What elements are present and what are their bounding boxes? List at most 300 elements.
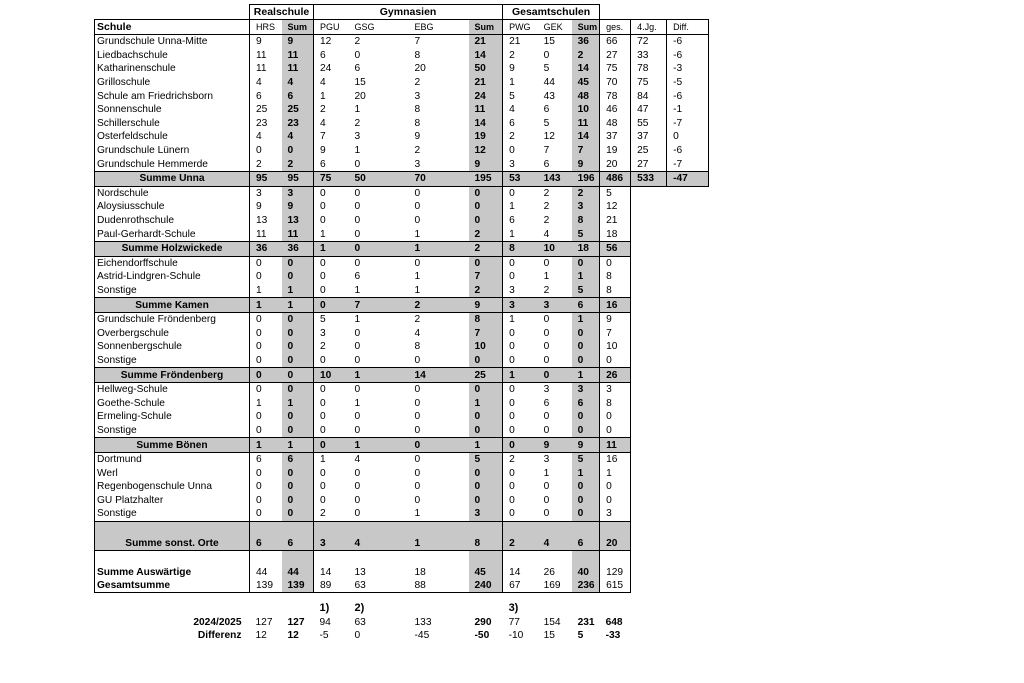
- value-cell: 1: [409, 241, 469, 256]
- value-cell: 0: [543, 341, 550, 353]
- value-cell: 0: [600, 354, 631, 368]
- value-cell: 0: [600, 256, 631, 270]
- value-cell: 44: [256, 566, 268, 578]
- value-cell: 0: [282, 270, 314, 284]
- blank-cell: [631, 270, 709, 284]
- value-cell: 486: [600, 171, 631, 186]
- value-cell: 19: [600, 144, 631, 158]
- value-cell: 4: [543, 228, 550, 240]
- value-cell: 12: [600, 200, 631, 214]
- value-cell: 14: [409, 368, 469, 383]
- value-cell: 5: [600, 186, 631, 200]
- blank-cell: [631, 615, 709, 629]
- value-cell: 0: [256, 467, 262, 479]
- value-cell: 0: [320, 467, 326, 479]
- value-cell: 2: [320, 508, 326, 520]
- value-cell: 0: [282, 368, 314, 383]
- data-table: [94, 4, 709, 643]
- school-name: Osterfeldschule: [95, 130, 250, 144]
- value-cell: 8: [414, 49, 421, 61]
- value-cell: 0: [282, 312, 314, 326]
- footnote-marker: 1): [319, 602, 330, 615]
- value-cell: 0: [256, 424, 262, 436]
- value-cell: 0: [538, 368, 572, 383]
- value-cell: -47: [667, 171, 709, 186]
- value-cell: 0: [282, 340, 314, 354]
- value-cell: 0: [414, 187, 421, 199]
- value-cell: 6: [509, 215, 515, 227]
- value-cell: 75: [314, 171, 349, 186]
- school-name: Sonstige: [95, 354, 250, 368]
- value-cell: 0: [509, 481, 515, 493]
- value-cell: 37: [600, 130, 631, 144]
- value-cell: 0: [600, 424, 631, 438]
- value-cell: 4: [256, 77, 262, 89]
- group-realschule: Realschule: [250, 5, 314, 20]
- value-cell: 0: [256, 327, 262, 339]
- value-cell: 2: [354, 117, 361, 129]
- value-cell: 0: [414, 201, 421, 213]
- value-cell: 1: [414, 508, 421, 520]
- school-name: Eichendorffschule: [95, 256, 250, 270]
- value-cell: 25: [631, 144, 667, 158]
- column-header: GSG: [349, 20, 409, 35]
- school-name: Dortmund: [95, 452, 250, 466]
- table-row: [95, 452, 709, 466]
- value-cell: 2: [256, 158, 262, 170]
- value-cell: 10: [314, 368, 349, 383]
- value-cell: 0: [509, 508, 515, 520]
- value-cell: 21: [469, 76, 503, 90]
- value-cell: -7: [667, 117, 709, 131]
- value-cell: 7: [469, 270, 503, 284]
- value-cell: 0: [509, 354, 515, 366]
- table-row: [95, 312, 709, 326]
- value-cell: 6: [354, 271, 361, 283]
- value-cell: 88: [409, 579, 469, 593]
- value-cell: 0: [414, 481, 421, 493]
- school-transition-table: [94, 4, 708, 643]
- school-name: Katharinenschule: [95, 62, 250, 76]
- table-row: [95, 340, 709, 354]
- value-cell: 0: [414, 467, 421, 479]
- value-cell: 11: [282, 227, 314, 241]
- value-cell: 0: [414, 397, 421, 409]
- value-cell: 4: [509, 104, 515, 116]
- value-cell: 127: [255, 616, 273, 628]
- value-cell: 139: [250, 579, 282, 593]
- value-cell: 3: [256, 187, 262, 199]
- value-cell: -7: [667, 157, 709, 171]
- value-cell: 1: [354, 145, 361, 157]
- value-cell: 0: [256, 257, 262, 269]
- value-cell: 3: [354, 131, 361, 143]
- value-cell: 127: [287, 616, 305, 628]
- blank-cell: [631, 593, 667, 616]
- value-cell: 9: [282, 35, 314, 49]
- value-cell: 12: [320, 36, 332, 48]
- value-cell: 648: [605, 616, 623, 628]
- value-cell: 4: [320, 77, 326, 89]
- value-cell: 0: [667, 130, 709, 144]
- value-cell: 25: [282, 103, 314, 117]
- value-cell: 75: [631, 76, 667, 90]
- school-name: Dudenrothschule: [95, 214, 250, 228]
- value-cell: 5: [577, 630, 584, 642]
- value-cell: 12: [469, 144, 503, 158]
- table-row: [95, 76, 709, 90]
- value-cell: 36: [572, 35, 600, 49]
- table-row: [95, 326, 709, 340]
- value-cell: 0: [354, 327, 361, 339]
- value-cell: 48: [572, 89, 600, 103]
- value-cell: -45: [414, 630, 430, 642]
- value-cell: 12: [543, 131, 555, 143]
- value-cell: 0: [354, 630, 361, 642]
- value-cell: 7: [469, 326, 503, 340]
- value-cell: 6: [543, 397, 550, 409]
- value-cell: 0: [509, 257, 515, 269]
- value-cell: 63: [354, 616, 366, 628]
- value-cell: 2: [543, 187, 550, 199]
- blank-cell: [538, 593, 572, 616]
- blank-cell: [631, 452, 709, 466]
- value-cell: 195: [469, 171, 503, 186]
- value-cell: 1: [354, 314, 361, 326]
- column-header: Schule: [95, 20, 250, 35]
- blank-cell: [631, 186, 709, 200]
- value-cell: 0: [320, 257, 326, 269]
- value-cell: 11: [469, 103, 503, 117]
- value-cell: 1: [509, 201, 515, 213]
- school-name: Sonstige: [95, 424, 250, 438]
- value-cell: 3: [543, 384, 550, 396]
- value-cell: 139: [282, 579, 314, 593]
- value-cell: 1: [282, 298, 314, 313]
- value-cell: 9: [282, 200, 314, 214]
- value-cell: 0: [543, 494, 550, 506]
- summary-row: [95, 438, 709, 453]
- value-cell: 5: [572, 452, 600, 466]
- table-row: [95, 466, 709, 480]
- value-cell: 21: [469, 35, 503, 49]
- value-cell: 0: [414, 424, 421, 436]
- school-name: Gesamtsumme: [95, 579, 250, 593]
- table-row: [95, 157, 709, 171]
- value-cell: 3: [469, 507, 503, 521]
- value-cell: 0: [469, 494, 503, 508]
- value-cell: 236: [572, 579, 600, 593]
- value-cell: 7: [600, 326, 631, 340]
- value-cell: 77: [508, 616, 520, 628]
- table-row: [95, 186, 709, 200]
- blank-cell: [631, 326, 709, 340]
- value-cell: 6: [572, 396, 600, 410]
- value-cell: 0: [509, 384, 515, 396]
- value-cell: 0: [543, 257, 550, 269]
- value-cell: 9: [256, 201, 262, 213]
- value-cell: 0: [256, 494, 262, 506]
- value-cell: 15: [543, 630, 555, 642]
- value-cell: 5: [572, 284, 600, 298]
- value-cell: 0: [469, 410, 503, 424]
- value-cell: 8: [469, 312, 503, 326]
- value-cell: 10: [572, 103, 600, 117]
- value-cell: 20: [600, 157, 631, 171]
- value-cell: -6: [667, 35, 709, 49]
- value-cell: 9: [509, 63, 515, 75]
- value-cell: 0: [572, 507, 600, 521]
- value-cell: 48: [600, 117, 631, 131]
- value-cell: 1: [409, 521, 469, 550]
- value-cell: 1: [509, 228, 515, 240]
- value-cell: 13: [354, 566, 366, 578]
- value-cell: 8: [600, 284, 631, 298]
- value-cell: 20: [414, 63, 426, 75]
- blank-cell: [631, 579, 709, 593]
- table-row: [95, 424, 709, 438]
- value-cell: 0: [354, 467, 361, 479]
- value-cell: 133: [414, 616, 432, 628]
- blank-cell: [631, 214, 709, 228]
- value-cell: 14: [469, 49, 503, 63]
- value-cell: 615: [600, 579, 631, 593]
- value-cell: 533: [631, 171, 667, 186]
- value-cell: 0: [469, 214, 503, 228]
- school-name: Summe Unna: [95, 171, 250, 186]
- value-cell: 40: [572, 550, 600, 579]
- value-cell: 0: [282, 494, 314, 508]
- summary-row: [95, 521, 709, 550]
- value-cell: 9: [538, 438, 572, 453]
- value-cell: 0: [414, 494, 421, 506]
- value-cell: 2: [414, 77, 421, 89]
- value-cell: 196: [572, 171, 600, 186]
- school-name: Sonnenschule: [95, 103, 250, 117]
- value-cell: 27: [631, 157, 667, 171]
- value-cell: 1: [543, 271, 550, 283]
- school-name: Schule am Friedrichsborn: [95, 89, 250, 103]
- value-cell: 0: [256, 384, 262, 396]
- value-cell: 55: [631, 117, 667, 131]
- value-cell: 1: [354, 284, 361, 296]
- value-cell: 6: [354, 63, 361, 75]
- value-cell: 0: [354, 228, 361, 240]
- value-cell: 1: [414, 228, 421, 240]
- value-cell: 3: [320, 327, 326, 339]
- value-cell: 0: [354, 187, 361, 199]
- value-cell: 0: [414, 454, 421, 466]
- value-cell: 11: [572, 117, 600, 131]
- summary-row: [95, 298, 709, 313]
- value-cell: 1: [572, 270, 600, 284]
- value-cell: 1: [354, 397, 361, 409]
- blank-cell: [572, 593, 600, 616]
- value-cell: 5: [509, 90, 515, 102]
- value-cell: 0: [503, 438, 538, 453]
- column-header: ges.: [600, 20, 631, 35]
- value-cell: 20: [600, 521, 631, 550]
- value-cell: 1: [282, 396, 314, 410]
- value-cell: -1: [667, 103, 709, 117]
- blank-cell: [631, 241, 709, 256]
- value-cell: 9: [320, 145, 326, 157]
- value-cell: 2: [543, 201, 550, 213]
- school-name: Summe Auswärtige: [95, 550, 250, 579]
- value-cell: 0: [320, 481, 326, 493]
- column-header: Sum: [469, 20, 503, 35]
- blank-cell: [631, 227, 709, 241]
- value-cell: 1: [509, 314, 515, 326]
- value-cell: 3: [282, 186, 314, 200]
- value-cell: 5: [543, 117, 550, 129]
- school-name: Sonnenbergschule: [95, 340, 250, 354]
- value-cell: 0: [282, 382, 314, 396]
- value-cell: 1: [256, 284, 262, 296]
- value-cell: 0: [543, 424, 550, 436]
- value-cell: 4: [282, 76, 314, 90]
- value-cell: 14: [469, 117, 503, 131]
- value-cell: 75: [600, 62, 631, 76]
- table-row: [95, 35, 709, 49]
- value-cell: 0: [414, 257, 421, 269]
- value-cell: 0: [600, 494, 631, 508]
- blank-cell: [631, 312, 709, 326]
- footnote-marker: 3): [508, 602, 519, 615]
- value-cell: 5: [320, 314, 326, 326]
- value-cell: 0: [256, 271, 262, 283]
- blank-cell: [631, 354, 709, 368]
- value-cell: 3: [509, 158, 515, 170]
- value-cell: 70: [409, 171, 469, 186]
- school-name: Goethe-Schule: [95, 396, 250, 410]
- value-cell: 33: [631, 49, 667, 63]
- blank-cell: [631, 382, 709, 396]
- value-cell: 89: [314, 579, 349, 593]
- value-cell: 63: [349, 579, 409, 593]
- school-name: Grundschule Hemmerde: [95, 157, 250, 171]
- table-row: [95, 130, 709, 144]
- value-cell: 1: [349, 438, 409, 453]
- value-cell: 1: [572, 466, 600, 480]
- value-cell: -5: [667, 76, 709, 90]
- value-cell: 8: [414, 104, 421, 116]
- value-cell: 0: [282, 326, 314, 340]
- value-cell: 9: [414, 131, 421, 143]
- value-cell: 47: [631, 103, 667, 117]
- school-name: Aloysiusschule: [95, 200, 250, 214]
- value-cell: 11: [282, 62, 314, 76]
- value-cell: 50: [469, 62, 503, 76]
- school-name: Liedbachschule: [95, 49, 250, 63]
- column-header: PWG: [503, 20, 538, 35]
- value-cell: 0: [354, 257, 361, 269]
- value-cell: 0: [354, 494, 361, 506]
- blank-cell: [631, 494, 709, 508]
- value-cell: 0: [354, 215, 361, 227]
- value-cell: 6: [320, 158, 326, 170]
- blank-cell: [95, 5, 250, 20]
- value-cell: 8: [503, 241, 538, 256]
- value-cell: -6: [667, 89, 709, 103]
- value-cell: 0: [543, 411, 550, 423]
- value-cell: 0: [320, 384, 326, 396]
- value-cell: 0: [282, 410, 314, 424]
- value-cell: 8: [600, 396, 631, 410]
- value-cell: 0: [354, 49, 361, 61]
- value-cell: -50: [474, 630, 490, 642]
- table-row: [95, 49, 709, 63]
- value-cell: 4: [256, 131, 262, 143]
- value-cell: 24: [320, 63, 332, 75]
- column-header: GEK: [538, 20, 572, 35]
- value-cell: -6: [667, 144, 709, 158]
- value-cell: 13: [282, 214, 314, 228]
- value-cell: 1: [469, 396, 503, 410]
- blank-cell: [631, 368, 709, 383]
- value-cell: 1: [320, 228, 326, 240]
- value-cell: 1: [320, 90, 326, 102]
- table-row: [95, 494, 709, 508]
- value-cell: 15: [354, 77, 366, 89]
- column-header: Diff.: [667, 20, 709, 35]
- value-cell: 0: [320, 201, 326, 213]
- value-cell: -10: [508, 630, 524, 642]
- value-cell: 6: [543, 158, 550, 170]
- value-cell: 23: [282, 117, 314, 131]
- value-cell: 0: [320, 494, 326, 506]
- value-cell: 1: [282, 438, 314, 453]
- value-cell: 6: [282, 89, 314, 103]
- value-cell: 7: [543, 145, 550, 157]
- value-cell: 0: [349, 241, 409, 256]
- school-name: Summe Kamen: [95, 298, 250, 313]
- value-cell: 0: [354, 201, 361, 213]
- value-cell: 72: [631, 35, 667, 49]
- table-row: [95, 284, 709, 298]
- value-cell: 0: [469, 354, 503, 368]
- school-name: GU Platzhalter: [95, 494, 250, 508]
- blank-cell: [631, 410, 709, 424]
- value-cell: 2: [543, 215, 550, 227]
- table-row: [95, 214, 709, 228]
- value-cell: 0: [282, 256, 314, 270]
- value-cell: 9: [469, 157, 503, 171]
- value-cell: 53: [503, 171, 538, 186]
- value-cell: 0: [543, 314, 550, 326]
- value-cell: 1: [349, 368, 409, 383]
- value-cell: 0: [509, 341, 515, 353]
- value-cell: 3: [314, 521, 349, 550]
- value-cell: 0: [469, 256, 503, 270]
- value-cell: 1: [354, 104, 361, 116]
- blank-cell: [631, 507, 709, 521]
- value-cell: -3: [667, 62, 709, 76]
- value-cell: 10: [600, 340, 631, 354]
- value-cell: 0: [414, 384, 421, 396]
- value-cell: 1: [320, 454, 326, 466]
- value-cell: 19: [469, 130, 503, 144]
- value-cell: 1: [256, 397, 262, 409]
- value-cell: 11: [256, 63, 267, 75]
- value-cell: 1: [509, 77, 515, 89]
- value-cell: 4: [320, 117, 326, 129]
- value-cell: 3: [414, 158, 421, 170]
- school-name: Nordschule: [95, 186, 250, 200]
- value-cell: 24: [469, 89, 503, 103]
- value-cell: 6: [282, 452, 314, 466]
- value-cell: 6: [256, 90, 262, 102]
